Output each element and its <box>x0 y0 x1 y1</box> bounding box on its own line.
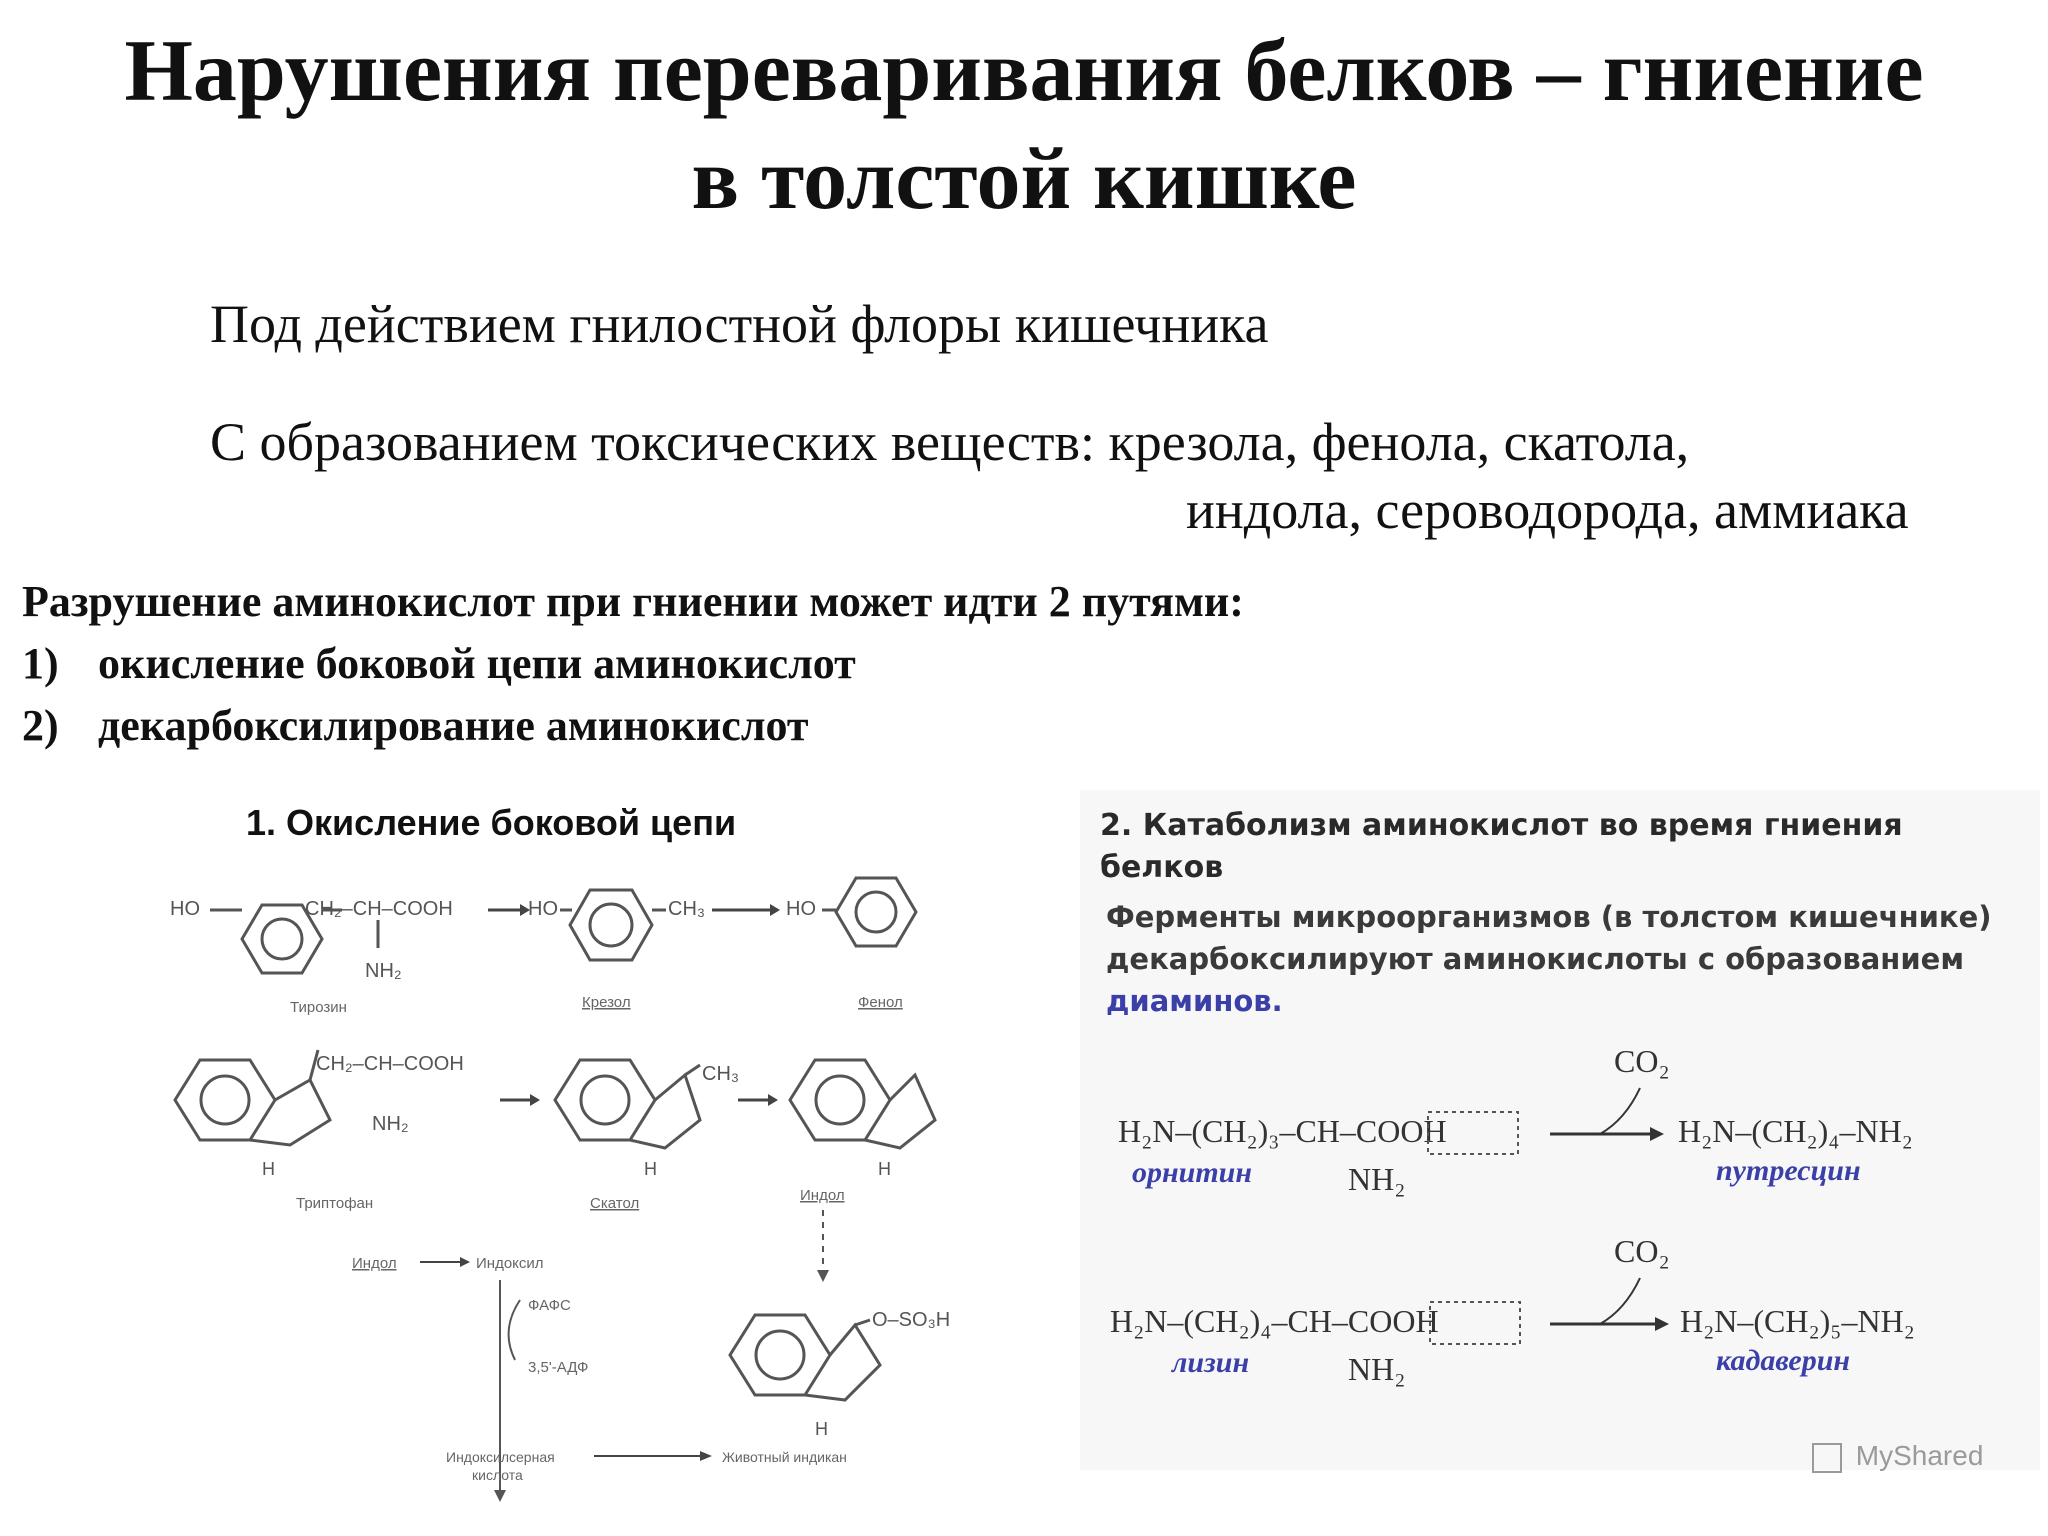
decarboxylation-panel <box>1080 790 2040 1470</box>
putrescine-name: путресцин <box>1716 1154 1861 1187</box>
oso3h-label: O–SO₃H <box>872 1309 951 1331</box>
intro-line-1: Под действием гнилостной флоры кишечника <box>210 294 1269 354</box>
indoxyl-name: Индоксил <box>476 1255 544 1272</box>
arrowhead-icon <box>770 904 780 916</box>
decarboxylation-reactions <box>1080 1030 2040 1450</box>
ornithine-formula: H₂N–(CH₂)₃–CH–COOH <box>1118 1113 1447 1149</box>
pathway-item-2 <box>22 696 809 756</box>
lysine-name: лизин <box>1172 1346 1250 1379</box>
pathway-num-1: 1) <box>22 639 59 688</box>
pathway-item-1 <box>22 634 856 694</box>
arrowhead-icon <box>494 1490 506 1502</box>
arrowhead-icon <box>817 1270 829 1282</box>
putrescine-formula: H₂N–(CH₂)₄–NH₂ <box>1678 1113 1913 1149</box>
arrowhead-icon <box>1650 1127 1664 1141</box>
tyrosine-name: Тирозин <box>290 999 347 1016</box>
arrowhead-icon <box>530 1094 540 1106</box>
skatole-name: Скатол <box>590 1195 640 1212</box>
indole-structure <box>790 1060 935 1148</box>
cresol-ch3-label: CH₃ <box>668 898 706 920</box>
cadaverine-name: кадаверин <box>1716 1344 1851 1377</box>
co2-label-2: CO₂ <box>1614 1233 1670 1269</box>
tryptophan-h-label: H <box>262 1159 275 1179</box>
arrowhead-icon <box>700 1451 712 1461</box>
skatole-h-label: H <box>644 1159 657 1179</box>
cresol-structure <box>560 890 666 960</box>
title-line-1: Нарушения переваривания белков – гниение <box>124 23 1924 120</box>
panel2-body-line-2: декарбоксилируют аминокислоты с образованием <box>1106 942 1965 976</box>
tyrosine-nh2-label: NH₂ <box>365 960 402 982</box>
co2-release-curve-2 <box>1600 1278 1640 1324</box>
ornithine-nh2: NH₂ <box>1348 1161 1406 1197</box>
ornithine-name: орнитин <box>1132 1156 1253 1189</box>
cooh-box-2 <box>1430 1302 1520 1344</box>
phenol-name: Фенол <box>858 994 903 1011</box>
indole-name-2: Индол <box>352 1255 397 1272</box>
lysine-nh2: NH₂ <box>1348 1351 1406 1387</box>
side-chain-oxidation-diagram <box>0 790 1060 1510</box>
diagram1-title: 1. Окисление боковой цепи <box>246 802 737 843</box>
indican-h-label: H <box>815 1419 828 1439</box>
co2-label-1: CO₂ <box>1614 1043 1670 1079</box>
pathway-num-2: 2) <box>22 701 59 750</box>
phenol-structure <box>822 878 916 946</box>
panel2-title-line-1: 2. Катаболизм аминокислот во время гниения <box>1100 808 1903 843</box>
phenol-ho-label: HO <box>786 898 816 920</box>
pathways-heading: Разрушение аминокислот при гниении может идти 2 путями: <box>22 577 1244 626</box>
panel2-body-line-1: Ферменты микроорганизмов (в толстом кишечнике) <box>1106 900 1992 934</box>
tyrosine-chain-label: CH₂–CH–COOH <box>305 898 453 920</box>
tryptophan-nh2-label: NH₂ <box>372 1113 409 1135</box>
indican-structure <box>730 1315 880 1400</box>
tryptophan-name: Триптофан <box>296 1195 374 1212</box>
page-title <box>0 18 2048 234</box>
cresol-name: Крезол <box>582 994 631 1011</box>
skatole-structure <box>555 1060 700 1148</box>
intro-line-2: С образованием токсических веществ: крезола, фенола, скатола, <box>210 412 1690 472</box>
co2-release-curve-1 <box>1600 1088 1640 1134</box>
acid-label: кислота <box>472 1467 523 1483</box>
intro-line-3: индола, сероводорода, аммиака <box>1186 480 1909 540</box>
pathway-text-1: окисление боковой цепи аминокислот <box>98 639 856 688</box>
tyrosine-ho-label: HO <box>170 898 200 920</box>
watermark <box>1812 1440 1983 1473</box>
fafs-curve <box>509 1300 520 1360</box>
watermark-logo-icon <box>1812 1443 1842 1473</box>
indole-name: Индол <box>800 1187 845 1204</box>
indole-h-label: H <box>878 1159 891 1179</box>
skatole-ch3-label: CH₃ <box>702 1063 740 1085</box>
cadaverine-formula: H₂N–(CH₂)₅–NH₂ <box>1680 1303 1915 1339</box>
arrowhead-icon <box>1655 1317 1669 1331</box>
arrowhead-icon <box>460 1257 470 1267</box>
tryptophan-structure <box>175 1050 330 1145</box>
pathway-text-2: декарбоксилирование аминокислот <box>98 701 809 750</box>
title-line-2: в толстой кишке <box>691 131 1357 228</box>
tryptophan-chain-label: CH₂–CH–COOH <box>316 1053 464 1075</box>
indican-name: Животный индикан <box>722 1449 847 1465</box>
panel2-body-line-3: диаминов. <box>1106 984 1283 1018</box>
watermark-text: MyShared <box>1855 1440 1984 1471</box>
lysine-formula: H₂N–(CH₂)₄–CH–COOH <box>1110 1303 1439 1339</box>
indoxylsulfuric-label: Индоксилсерная <box>446 1449 555 1465</box>
arrowhead-icon <box>768 1094 778 1106</box>
panel2-title-line-2: белков <box>1100 850 1224 885</box>
cresol-ho-label: HO <box>528 898 558 920</box>
adf-label: 3,5'-АДФ <box>528 1359 589 1376</box>
fafs-label: ФАФС <box>528 1297 571 1314</box>
